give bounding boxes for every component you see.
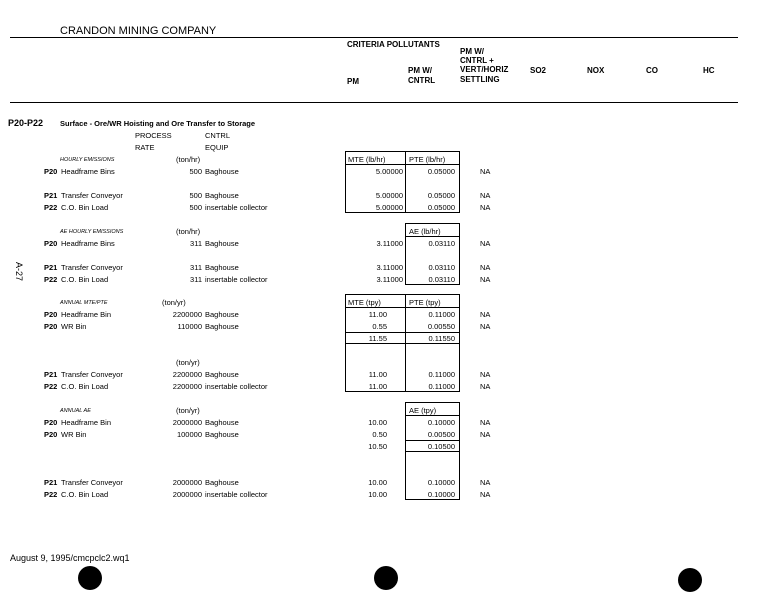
unit-ae-hourly: (ton/hr) <box>176 227 201 236</box>
row-code: P22 <box>44 203 58 212</box>
row-na: NA <box>480 370 491 379</box>
row-code: P20 <box>44 167 58 176</box>
row-v1: 5.00000 <box>375 167 403 176</box>
col-pm-w-cntrl-line2: CNTRL <box>408 76 436 85</box>
row-code: P21 <box>44 191 58 200</box>
block-label-ae-hourly: AE HOURLY EMISSIONS <box>60 229 124 235</box>
unit-annual-2: (ton/yr) <box>176 358 200 367</box>
row-equip: Baghouse <box>205 263 239 272</box>
footer-date-file: August 9, 1995/cmcpclc2.wq1 <box>10 553 130 563</box>
row-na: NA <box>480 167 491 176</box>
head-mte-tpy: MTE (tpy) <box>348 298 381 307</box>
row-v2: 0.05000 <box>427 191 455 200</box>
row-na: NA <box>480 322 491 331</box>
row-code: P20 <box>44 239 58 248</box>
row-equip: Baghouse <box>205 322 239 331</box>
section-id: P20-P22 <box>8 118 44 128</box>
block-label-hourly: HOURLY EMISSIONS <box>60 157 115 163</box>
row-code: P21 <box>44 263 58 272</box>
row-v1: 3.11000 <box>376 263 403 272</box>
row-name: WR Bin <box>61 322 87 331</box>
row-v2: 0.03110 <box>428 275 455 284</box>
row-v2: 0.05000 <box>427 203 455 212</box>
row-na: NA <box>480 203 491 212</box>
row-rate: 100000 <box>176 430 202 439</box>
row-v2: 0.11000 <box>428 382 455 391</box>
row-v1: 0.50 <box>372 430 387 439</box>
row-na: NA <box>480 478 491 487</box>
row-v1: 10.00 <box>368 418 387 427</box>
row-name: C.O. Bin Load <box>61 490 109 499</box>
row-rate: 311 <box>190 239 202 248</box>
col-cntrl-2: EQUIP <box>205 143 229 152</box>
row-rate: 2000000 <box>172 478 202 487</box>
total-mte-tpy: 11.55 <box>368 334 387 343</box>
col-process-1: PROCESS <box>135 131 172 140</box>
col-cntrl-1: CNTRL <box>205 131 231 140</box>
row-equip: insertable collector <box>205 490 268 499</box>
box-annual-ae-total-bottom <box>405 451 460 452</box>
row-v2: 0.03110 <box>428 239 455 248</box>
row-name: Headframe Bins <box>61 167 115 176</box>
punch-hole-left <box>78 566 102 590</box>
row-na: NA <box>480 310 491 319</box>
col-hc: HC <box>703 66 715 75</box>
total-pte-tpy: 0.11550 <box>428 334 455 343</box>
head-ae-lbhr: AE (lb/hr) <box>409 227 441 236</box>
criteria-pollutants-heading: CRITERIA POLLUTANTS <box>347 40 440 49</box>
row-name: Transfer Conveyor <box>61 191 123 200</box>
row-code: P20 <box>44 418 58 427</box>
row-code: P22 <box>44 382 58 391</box>
row-equip: insertable collector <box>205 382 268 391</box>
row-rate: 311 <box>190 263 202 272</box>
row-name: C.O. Bin Load <box>61 382 109 391</box>
box-hourly-divider <box>345 164 460 165</box>
row-name: Headframe Bin <box>61 418 112 427</box>
block-label-annual-ae: ANNUAL AE <box>60 408 91 414</box>
row-na: NA <box>480 191 491 200</box>
punch-hole-right <box>678 568 702 592</box>
company-name: CRANDON MINING COMPANY <box>60 25 217 37</box>
row-na: NA <box>480 239 491 248</box>
row-v2: 0.11000 <box>428 310 455 319</box>
row-na: NA <box>480 275 491 284</box>
row-equip: insertable collector <box>205 275 268 284</box>
row-na: NA <box>480 382 491 391</box>
box-annual-total-bottom <box>345 343 460 344</box>
row-equip: Baghouse <box>205 370 239 379</box>
row-v1: 11.00 <box>368 370 387 379</box>
col-so2: SO2 <box>530 66 547 75</box>
row-name: Headframe Bins <box>61 239 115 248</box>
unit-annual-ae: (ton/yr) <box>176 406 200 415</box>
row-v1: 10.00 <box>368 490 387 499</box>
row-v2: 0.10000 <box>427 478 455 487</box>
row-equip: Baghouse <box>205 191 239 200</box>
box-annual-ae-total-top <box>405 440 460 441</box>
section-title: Surface - Ore/WR Hoisting and Ore Transfer to Storage <box>60 119 256 128</box>
row-equip: Baghouse <box>205 310 239 319</box>
row-v2: 0.10000 <box>427 418 455 427</box>
row-code: P20 <box>44 310 58 319</box>
box-ae-hourly-divider <box>405 236 460 237</box>
unit-hourly: (ton/hr) <box>176 155 201 164</box>
row-name: WR Bin <box>61 430 87 439</box>
row-v1: 3.11000 <box>376 275 403 284</box>
row-code: P22 <box>44 275 58 284</box>
row-code: P21 <box>44 478 58 487</box>
head-pte-tpy: PTE (tpy) <box>409 298 441 307</box>
row-name: Transfer Conveyor <box>61 263 123 272</box>
row-v1: 11.00 <box>368 310 387 319</box>
row-rate: 500 <box>189 191 202 200</box>
block-label-annual: ANNUAL MTE/PTE <box>60 300 108 306</box>
row-rate: 2000000 <box>172 490 202 499</box>
row-v1: 3.11000 <box>376 239 403 248</box>
row-na: NA <box>480 490 491 499</box>
row-equip: Baghouse <box>205 430 239 439</box>
row-rate: 500 <box>189 203 202 212</box>
row-v1: 0.55 <box>372 322 387 331</box>
head-mte-lbhr: MTE (lb/hr) <box>348 155 386 164</box>
box-annual-total-top <box>345 332 460 333</box>
row-equip: insertable collector <box>205 203 268 212</box>
box-annual-ae-divider <box>405 415 460 416</box>
row-rate: 2200000 <box>172 310 202 319</box>
col-pm: PM <box>347 77 359 86</box>
row-rate: 500 <box>189 167 202 176</box>
row-v2: 0.10000 <box>427 490 455 499</box>
col-co: CO <box>646 66 658 75</box>
col-pm-vert-line3: VERT/HORIZ <box>460 65 509 74</box>
row-name: Headframe Bin <box>61 310 112 319</box>
row-v1: 11.00 <box>368 382 387 391</box>
row-v2: 0.05000 <box>427 167 455 176</box>
row-code: P22 <box>44 490 58 499</box>
row-v1: 5.00000 <box>375 203 403 212</box>
row-v2: 0.00550 <box>427 322 455 331</box>
row-v2: 0.00500 <box>427 430 455 439</box>
row-equip: Baghouse <box>205 167 239 176</box>
row-name: C.O. Bin Load <box>61 275 109 284</box>
row-name: C.O. Bin Load <box>61 203 109 212</box>
row-equip: Baghouse <box>205 239 239 248</box>
row-equip: Baghouse <box>205 418 239 427</box>
header-bottom-rule <box>10 102 738 103</box>
row-na: NA <box>480 430 491 439</box>
row-rate: 2200000 <box>172 370 202 379</box>
col-pm-vert-line1: PM W/ <box>460 47 484 56</box>
row-rate: 2000000 <box>172 418 202 427</box>
row-name: Transfer Conveyor <box>61 478 123 487</box>
page-side-label: A-27 <box>14 262 24 282</box>
row-code: P21 <box>44 370 58 379</box>
row-v1: 10.00 <box>368 478 387 487</box>
row-na: NA <box>480 263 491 272</box>
row-v2: 0.11000 <box>428 370 455 379</box>
row-rate: 2200000 <box>172 382 202 391</box>
col-pm-vert-line2: CNTRL + <box>460 56 494 65</box>
row-code: P20 <box>44 430 58 439</box>
row-rate: 110000 <box>177 322 202 331</box>
unit-annual: (ton/yr) <box>162 298 186 307</box>
row-code: P20 <box>44 322 58 331</box>
row-rate: 311 <box>190 275 202 284</box>
total-annual-ae-v2: 0.10500 <box>427 442 455 451</box>
col-pm-w-cntrl-line1: PM W/ <box>408 66 432 75</box>
punch-hole-center <box>374 566 398 590</box>
total-annual-ae-v1: 10.50 <box>368 442 387 451</box>
row-name: Transfer Conveyor <box>61 370 123 379</box>
row-na: NA <box>480 418 491 427</box>
col-process-2: RATE <box>135 143 155 152</box>
head-ae-tpy: AE (tpy) <box>409 406 437 415</box>
row-equip: Baghouse <box>205 478 239 487</box>
col-pm-vert-line4: SETTLING <box>460 75 500 84</box>
header-top-rule <box>10 37 738 38</box>
head-pte-lbhr: PTE (lb/hr) <box>409 155 446 164</box>
col-nox: NOX <box>587 66 605 75</box>
row-v1: 5.00000 <box>375 191 403 200</box>
box-annual-divider <box>345 307 460 308</box>
row-v2: 0.03110 <box>428 263 455 272</box>
